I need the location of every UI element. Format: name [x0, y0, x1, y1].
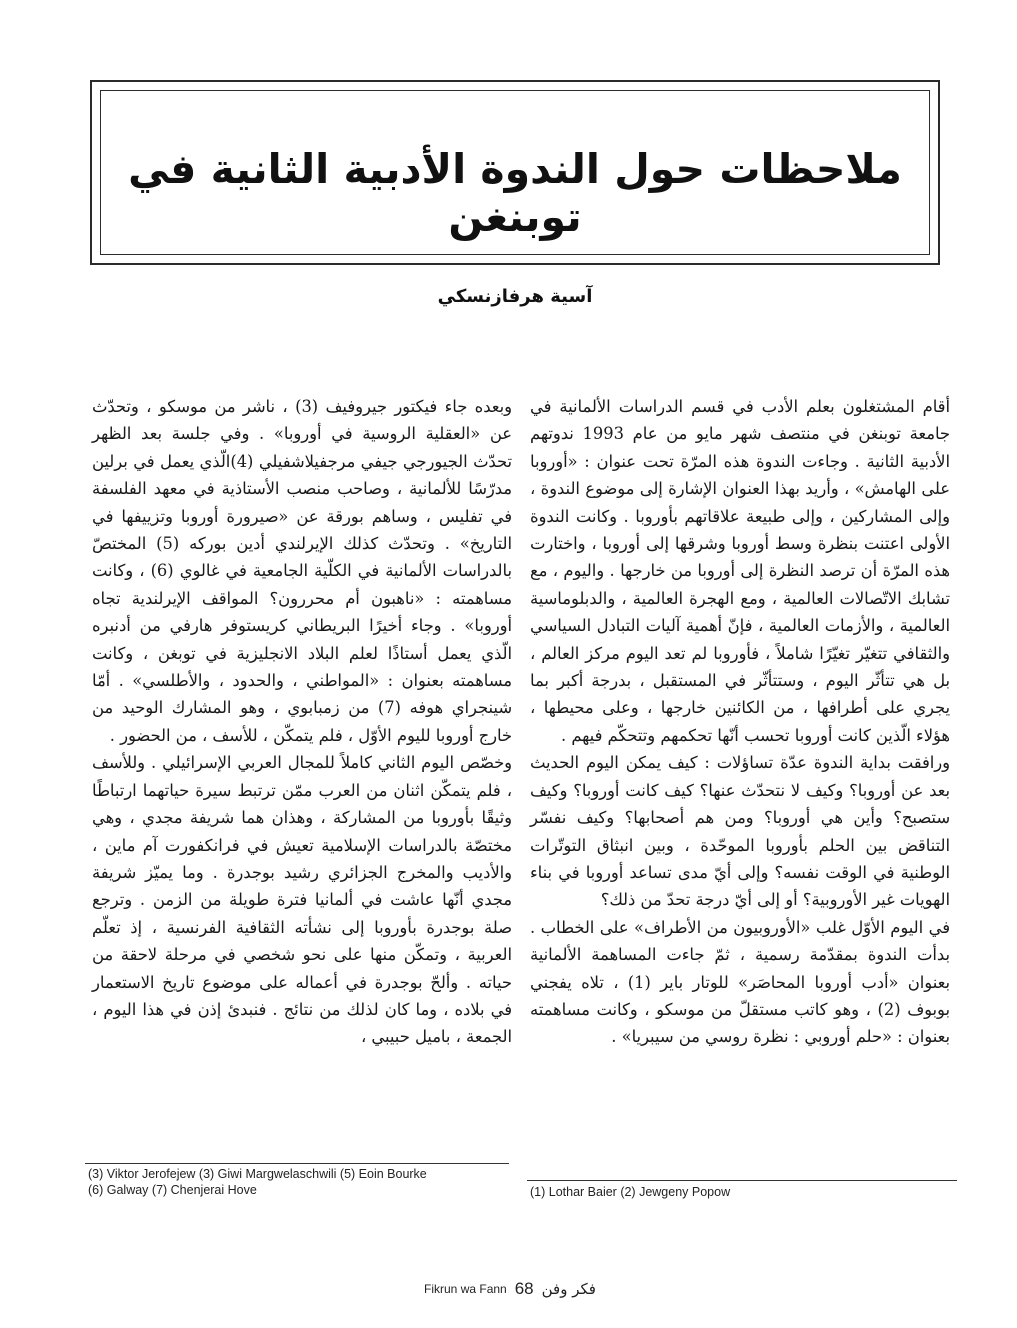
page-number: 68 [514, 1279, 534, 1298]
footnote-rule-left [85, 1163, 509, 1164]
paragraph: وبعده جاء فيكتور جيروفيف (3) ، ناشر من موسكو ، وتحدّث عن «العقلية الروسية في أوروبا» . وفي جلسة بعد الظهر تحدّث الجيورجي جيفي مرجفيلاشفيلي (4)الّذي يعمل في برلين مدرّسًا للألمانية ، وصاحب منصب الأستاذية في معهد الفلسفة في تفليس ، وساهم بورقة عن «صيرورة أوروبا وتزييفها في التاريخ» . وتحدّث كذلك الإيرلندي أدين بوركه (5) المختصّ بالدراسات الألمانية في الكلّية الجامعية في غالوي (6) ، وكانت مساهمته : «ناهبون أم محررون؟ المواقف الإيرلندية تجاه أوروبا» . وجاء أخيرًا البريطاني كريستوفر هارفي من أدنبره الّذي يعمل أستاذًا لعلم البلاد الانجليزية في توبغن ، وكانت مساهمته بعنوان : «المواطني ، والحدود ، والأطلسي» . أمّا شينجراي هوفه (7) من زمبابوي ، وهو المشارك الوحيد من خارج أوروبا لليوم الأوّل ، فلم يتمكّن ، للأسف ، من الحضور . [92, 397, 513, 745]
footnote-left [88, 1166, 508, 1198]
footnote-line: (3) Viktor Jerofejew (3) Giwi Margwelaschwili (5) Eoin Bourke [88, 1167, 427, 1181]
paragraph: أقام المشتغلون بعلم الأدب في قسم الدراسات الألمانية في جامعة توبنغن في منتصف شهر مايو من عام 1993 ندوتهم الأدبية الثانية . وجاءت الندوة هذه المرّة تحت عنوان : «أوروبا على الهامش» ، وأريد بهذا العنوان الإشارة إلى موضوع الندوة ، وإلى المشاركين ، وإلى طبيعة علاقاتهم بأوروبا . وكانت الندوة الأولى اعتنت بنظرة وسط أوروبا وشرقها إلى أوروبا ، واختارت هذه المرّة أن ترصد النظرة إلى أوروبا من خارجها . واليوم ، مع تشابك الاتّصالات العالمية ، ومع الهجرة العالمية ، والدبلوماسية العالمية ، والأزمات العالمية ، فإنّ أهمية آليات التبادل السياسي والثقافي تتغيّر تغيّرًا شاملاً ، فأوروبا لم تعد اليوم مركز العالم ، بل هي تتأثّر اليوم ، وستتأثّر في المستقبل ، بدرجة أكبر بما يجري على أطرافها ، من الكائنين خارجها ، وعلى محيطها ، هؤلاء الّذين كانت أوروبا تحسب أنّها تحكمهم وتتحكّم فيهم . [530, 397, 950, 745]
magazine-name-arabic: فكر وفن [541, 1280, 596, 1298]
paragraph: ورافقت بداية الندوة عدّة تساؤلات : كيف يمكن اليوم الحديث بعد عن أوروبا؟ وكيف لا نتحدّث عنها؟ كيف كانت أوروبا؟ وكيف ستصبح؟ وأين هي أوروبا؟ ومن هم أصحابها؟ وكيف نفسّر التناقض بين الحلم بأوروبا الموحّدة ، وبين انبثاق التوتّرات الوطنية في الوقت نفسه؟ وإلى أيّ مدى تساعد أوروبا في بناء الهويات غير الأوروبية؟ أو إلى أيّ درجة تحدّ من ذلك؟ [530, 753, 950, 910]
footnote-line: (6) Galway (7) Chenjerai Hove [88, 1183, 257, 1197]
magazine-name-latin: Fikrun wa Fann [424, 1282, 507, 1296]
article-author: آسية هرفازنسكي [437, 286, 593, 307]
text-column-left [92, 393, 512, 1051]
footnote-line: (1) Lothar Baier (2) Jewgeny Popow [530, 1185, 731, 1199]
page-footer [370, 1278, 650, 1300]
footnote-right [530, 1184, 950, 1200]
footnote-rule-right [527, 1180, 957, 1181]
text-column-right [530, 393, 950, 1051]
article-title: ملاحظات حول الندوة الأدبية الثانية في توبنغن [128, 145, 902, 241]
paragraph: في اليوم الأوّل غلب «الأوروبيون من الأطراف» على الخطاب . بدأت الندوة بمقدّمة رسمية ، ثمّ جاءت المساهمة الألمانية بعنوان «أدب أوروبا المحاصَر» للوتار باير (1) ، تلاه يفجني بوبوف (2) ، وهو كاتب مستقلّ من موسكو ، وكانت مساهمته بعنوان : «حلم أوروبي : نظرة روسي من سيبريا» . [530, 917, 950, 1047]
paragraph: وخصّص اليوم الثاني كاملاً للمجال العربي الإسرائيلي . وللأسف ، فلم يتمكّن اثنان من العرب ممّن ترتبط سيرة حياتهما ارتباطًا وثيقًا بأوروبا من المشاركة ، وهذان هما شريفة مجدي ، وهي مختصّة بالدراسات الإسلامية تعيش في فرانكفورت آم ماين ، والأديب والمخرج الجزائري رشيد بوجدرة . وما يميّز شريفة مجدي أنّها عاشت في ألمانيا فترة طويلة من الزمن . وترجع صلة بوجدرة بأوروبا إلى نشأته الثقافية الفرنسية ، إذ تعلّم العربية ، وتمكّن منها على نحو شخصي في مرحلة لاحقة من حياته . وألحّ بوجدرة في أعماله على موضوع تاريخ الاستعمار في بلاده ، وما كان لذلك من نتائج . فنبدئ إذن في هذا اليوم ، الجمعة ، باميل حبيبي ، [92, 753, 512, 1047]
